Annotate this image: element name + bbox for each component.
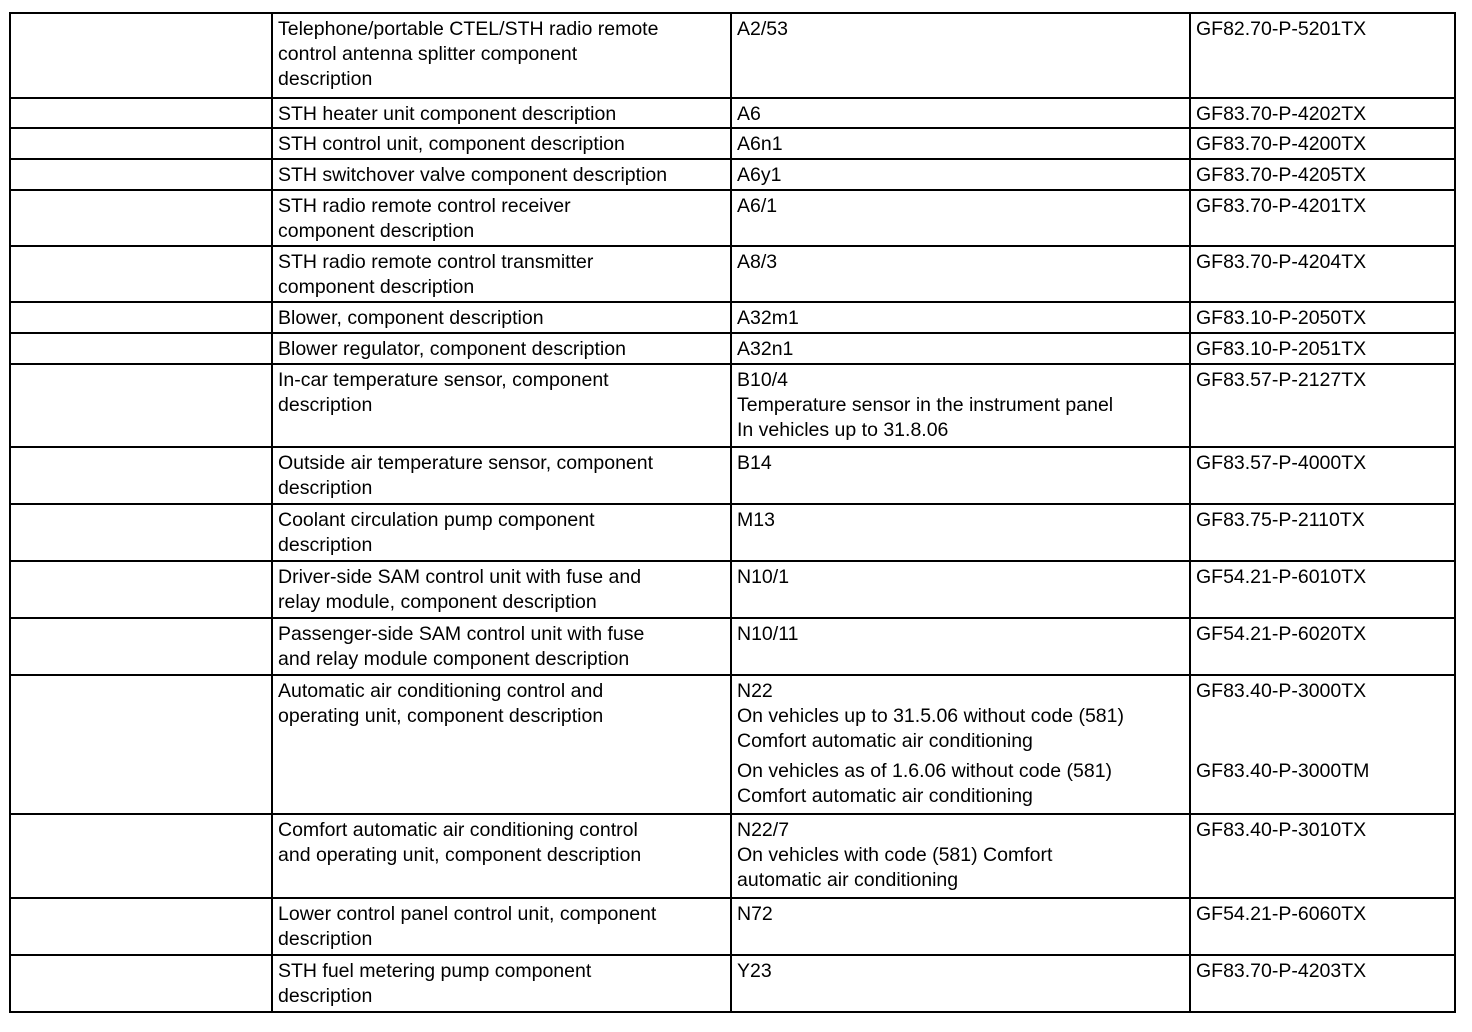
description-cell <box>272 447 731 504</box>
document-number-cell <box>1190 955 1455 1012</box>
document-number: GF83.40-P-3010TX <box>1196 819 1367 841</box>
document-number-cell <box>1190 898 1455 955</box>
document-number: GF54.21-P-6020TX <box>1196 623 1367 645</box>
empty-cell <box>10 159 272 190</box>
description-text: Outside air temperature sensor, component <box>278 452 654 474</box>
designation-cell <box>731 98 1190 128</box>
description-text: Driver-side SAM control unit with fuse and <box>278 566 642 588</box>
document-number: GF83.40-P-3000TM <box>1196 760 1370 782</box>
table-row <box>10 333 1455 364</box>
note-text: On vehicles up to 31.5.06 without code (581) <box>737 705 1124 727</box>
description-cell <box>272 504 731 561</box>
component-code: N10/1 <box>737 566 790 588</box>
empty-cell <box>10 504 272 561</box>
description-text: description <box>278 985 373 1007</box>
document-number-cell <box>1190 128 1455 159</box>
table-row <box>10 364 1455 447</box>
empty-cell <box>10 190 272 246</box>
document-number-cell <box>1190 13 1455 98</box>
note-text: In vehicles up to 31.8.06 <box>737 419 949 441</box>
description-text: description <box>278 534 373 556</box>
table-row <box>10 302 1455 333</box>
description-text: Coolant circulation pump component <box>278 509 595 531</box>
component-code: A6y1 <box>737 164 782 186</box>
component-code: Y23 <box>737 960 772 982</box>
designation-cell <box>731 955 1190 1012</box>
document-number-cell <box>1190 333 1455 364</box>
description-text: STH switchover valve component description <box>278 164 668 186</box>
description-text: STH radio remote control transmitter <box>278 251 594 273</box>
empty-cell <box>10 246 272 302</box>
designation-cell <box>731 675 1190 814</box>
description-cell <box>272 13 731 98</box>
table-row <box>10 13 1455 98</box>
empty-cell <box>10 13 272 98</box>
empty-cell <box>10 675 272 814</box>
document-number-cell <box>1190 504 1455 561</box>
empty-cell <box>10 302 272 333</box>
document-number: GF83.40-P-3000TX <box>1196 680 1367 702</box>
document-number-cell <box>1190 190 1455 246</box>
empty-cell <box>10 955 272 1012</box>
description-text: and relay module component description <box>278 648 630 670</box>
description-text: control antenna splitter component <box>278 43 578 65</box>
component-code: N72 <box>737 903 773 925</box>
note-text: automatic air conditioning <box>737 869 959 891</box>
note-text: Comfort automatic air conditioning <box>737 730 1033 752</box>
component-code: A2/53 <box>737 18 788 40</box>
designation-cell <box>731 190 1190 246</box>
description-cell <box>272 561 731 618</box>
document-number: GF83.70-P-4201TX <box>1196 195 1367 217</box>
document-number: GF83.10-P-2051TX <box>1196 338 1367 360</box>
description-cell <box>272 898 731 955</box>
table-row <box>10 675 1455 814</box>
designation-cell <box>731 333 1190 364</box>
description-cell <box>272 333 731 364</box>
description-text: description <box>278 477 373 499</box>
description-text: description <box>278 394 373 416</box>
description-text: Blower, component description <box>278 307 544 329</box>
empty-cell <box>10 814 272 898</box>
description-text: and operating unit, component description <box>278 844 642 866</box>
spacer <box>1196 418 1449 443</box>
spacer <box>1196 843 1449 868</box>
description-text: STH radio remote control receiver <box>278 195 571 217</box>
designation-cell <box>731 898 1190 955</box>
description-cell <box>272 302 731 333</box>
note-text: On vehicles as of 1.6.06 without code (581) <box>737 760 1113 782</box>
component-code: M13 <box>737 509 775 531</box>
table-row <box>10 190 1455 246</box>
component-table <box>9 12 1456 1013</box>
table-row <box>10 561 1455 618</box>
document-number-cell <box>1190 246 1455 302</box>
document-number-cell <box>1190 814 1455 898</box>
description-cell <box>272 246 731 302</box>
description-text: Lower control panel control unit, component <box>278 903 657 925</box>
spacer <box>1196 704 1449 729</box>
note-text: Comfort automatic air conditioning <box>737 785 1033 807</box>
document-number-cell <box>1190 675 1455 814</box>
document-number: GF83.70-P-4200TX <box>1196 133 1367 155</box>
document-number: GF83.70-P-4205TX <box>1196 164 1367 186</box>
document-number: GF83.70-P-4203TX <box>1196 960 1367 982</box>
description-cell <box>272 128 731 159</box>
empty-cell <box>10 98 272 128</box>
description-text: Telephone/portable CTEL/STH radio remote <box>278 18 659 40</box>
document-number: GF54.21-P-6060TX <box>1196 903 1367 925</box>
description-text: component description <box>278 220 475 242</box>
component-code: A32n1 <box>737 338 794 360</box>
component-code: N22/7 <box>737 819 790 841</box>
description-text: STH fuel metering pump component <box>278 960 592 982</box>
description-cell <box>272 618 731 675</box>
document-number-cell <box>1190 159 1455 190</box>
description-text: component description <box>278 276 475 298</box>
designation-cell <box>731 246 1190 302</box>
description-cell <box>272 98 731 128</box>
description-cell <box>272 364 731 447</box>
spacer <box>1196 868 1449 893</box>
empty-cell <box>10 333 272 364</box>
table-row <box>10 128 1455 159</box>
description-text: In-car temperature sensor, component <box>278 369 609 391</box>
table-body <box>10 13 1455 1012</box>
designation-cell <box>731 302 1190 333</box>
document-number-cell <box>1190 447 1455 504</box>
table-row <box>10 618 1455 675</box>
document-number-cell <box>1190 561 1455 618</box>
description-text: operating unit, component description <box>278 705 604 727</box>
component-code: A6/1 <box>737 195 778 217</box>
description-text: Blower regulator, component description <box>278 338 626 360</box>
empty-cell <box>10 618 272 675</box>
document-number-cell <box>1190 364 1455 447</box>
designation-cell <box>731 561 1190 618</box>
description-cell <box>272 955 731 1012</box>
table-row <box>10 898 1455 955</box>
description-text: Automatic air conditioning control and <box>278 680 604 702</box>
designation-cell <box>731 504 1190 561</box>
document-number: GF82.70-P-5201TX <box>1196 18 1367 40</box>
description-text: STH control unit, component description <box>278 133 625 155</box>
table-row <box>10 504 1455 561</box>
designation-cell <box>731 618 1190 675</box>
designation-cell <box>731 159 1190 190</box>
document-number: GF83.70-P-4202TX <box>1196 103 1367 125</box>
component-code: N22 <box>737 680 773 702</box>
spacer <box>1196 729 1449 754</box>
table-row <box>10 955 1455 1012</box>
component-code: A8/3 <box>737 251 778 273</box>
document-number: GF54.21-P-6010TX <box>1196 566 1367 588</box>
component-code: A32m1 <box>737 307 799 329</box>
empty-cell <box>10 364 272 447</box>
description-text: STH heater unit component description <box>278 103 617 125</box>
description-text: Passenger-side SAM control unit with fuse <box>278 623 645 645</box>
document-number: GF83.10-P-2050TX <box>1196 307 1367 329</box>
spacer <box>1196 784 1449 809</box>
table-row <box>10 159 1455 190</box>
description-cell <box>272 159 731 190</box>
description-cell <box>272 190 731 246</box>
description-text: description <box>278 68 373 90</box>
document-number: GF83.70-P-4204TX <box>1196 251 1367 273</box>
empty-cell <box>10 128 272 159</box>
empty-cell <box>10 898 272 955</box>
component-code: N10/11 <box>737 623 799 645</box>
table-row <box>10 447 1455 504</box>
table-row <box>10 814 1455 898</box>
designation-cell <box>731 364 1190 447</box>
document-number-cell <box>1190 302 1455 333</box>
document-number-cell <box>1190 618 1455 675</box>
component-code: A6 <box>737 103 761 125</box>
designation-cell <box>731 128 1190 159</box>
document-number: GF83.57-P-2127TX <box>1196 369 1367 391</box>
note-text: On vehicles with code (581) Comfort <box>737 844 1053 866</box>
empty-cell <box>10 447 272 504</box>
table-row <box>10 246 1455 302</box>
description-text: relay module, component description <box>278 591 597 613</box>
spacer <box>1196 393 1449 418</box>
document-number: GF83.75-P-2110TX <box>1196 509 1365 531</box>
document-number-cell <box>1190 98 1455 128</box>
table-row <box>10 98 1455 128</box>
description-text: description <box>278 928 373 950</box>
component-code: B10/4 <box>737 369 788 391</box>
component-code: B14 <box>737 452 772 474</box>
description-text: Comfort automatic air conditioning control <box>278 819 638 841</box>
designation-cell <box>731 13 1190 98</box>
note-text: Temperature sensor in the instrument panel <box>737 394 1114 416</box>
document-number: GF83.57-P-4000TX <box>1196 452 1367 474</box>
component-code: A6n1 <box>737 133 783 155</box>
designation-cell <box>731 814 1190 898</box>
empty-cell <box>10 561 272 618</box>
description-cell <box>272 675 731 814</box>
designation-cell <box>731 447 1190 504</box>
description-cell <box>272 814 731 898</box>
